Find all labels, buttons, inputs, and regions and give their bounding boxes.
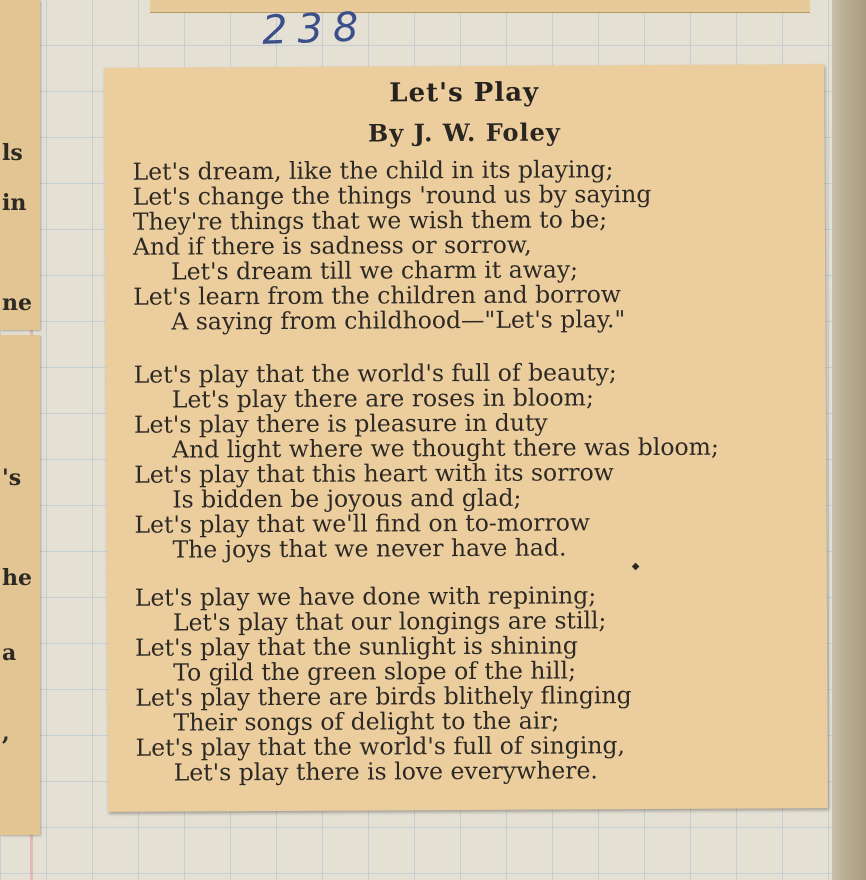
poem-line: Let's play that we'll find on to-morrow [134, 508, 591, 539]
left-fragment-text: a [2, 640, 17, 666]
left-clipping-fragment-lower [0, 335, 40, 835]
poem-line: Their songs of delight to the air; [173, 706, 560, 737]
poem-line: The joys that we never have had. [172, 533, 567, 564]
handwritten-page-number: 238 [261, 4, 370, 54]
poem-line: Is bidden be joyous and glad; [172, 483, 522, 514]
poem-line: Let's play there is love everywhere. [173, 756, 598, 787]
poem-stanza-2 [134, 359, 817, 563]
poem-line: And light where we thought there was bloom; [171, 432, 719, 464]
left-fragment-text: 's [2, 465, 22, 491]
left-fragment-text: in [2, 190, 27, 216]
poem-stanza-1 [133, 156, 816, 335]
poem-line: Let's change the things 'round us by saying [132, 180, 652, 211]
poem-line: To gild the green slope of the hill; [173, 656, 577, 687]
poem-line: They're things that we wish them to be; [132, 205, 608, 236]
left-clipping-fragment-upper [0, 0, 40, 330]
top-clipping-edge [150, 0, 810, 13]
poem-line: Let's dream till we charm it away; [171, 255, 579, 286]
poem-line: Let's play there are roses in bloom; [171, 383, 594, 414]
poem-line: Let's play we have done with repining; [134, 581, 597, 612]
poem-line: Let's dream, like the child in its playing; [132, 155, 614, 186]
poem-line: Let's play that the sunlight is shining [135, 631, 578, 662]
poem-line: Let's play there are birds blithely flinging [135, 681, 632, 712]
poem-line: Let's play there is pleasure in duty [133, 408, 548, 439]
poem-line: Let's play that our longings are still; [172, 606, 607, 637]
poem-line: And if there is sadness or sorrow, [132, 230, 532, 261]
poem-line: Let's play that the world's full of beauty; [133, 358, 617, 389]
poem-byline: By J. W. Foley [367, 117, 561, 148]
left-fragment-text: ne [2, 290, 32, 316]
poem-stanza-3 [135, 582, 818, 786]
poem-line: Let's play that this heart with its sorrow [134, 458, 614, 489]
poem-line: A saying from childhood—"Let's play." [171, 305, 626, 336]
book-binding-edge [832, 0, 866, 880]
left-fragment-text: ls [2, 140, 23, 166]
newspaper-clipping [104, 64, 828, 812]
poem-line: Let's play that the world's full of singing, [135, 731, 626, 762]
ornament-dot: ◆ [631, 561, 640, 573]
left-fragment-text: he [2, 565, 32, 591]
poem-line: Let's learn from the children and borrow [133, 280, 622, 311]
left-fragment-text: , [2, 720, 10, 746]
poem-title: Let's Play [389, 77, 540, 109]
